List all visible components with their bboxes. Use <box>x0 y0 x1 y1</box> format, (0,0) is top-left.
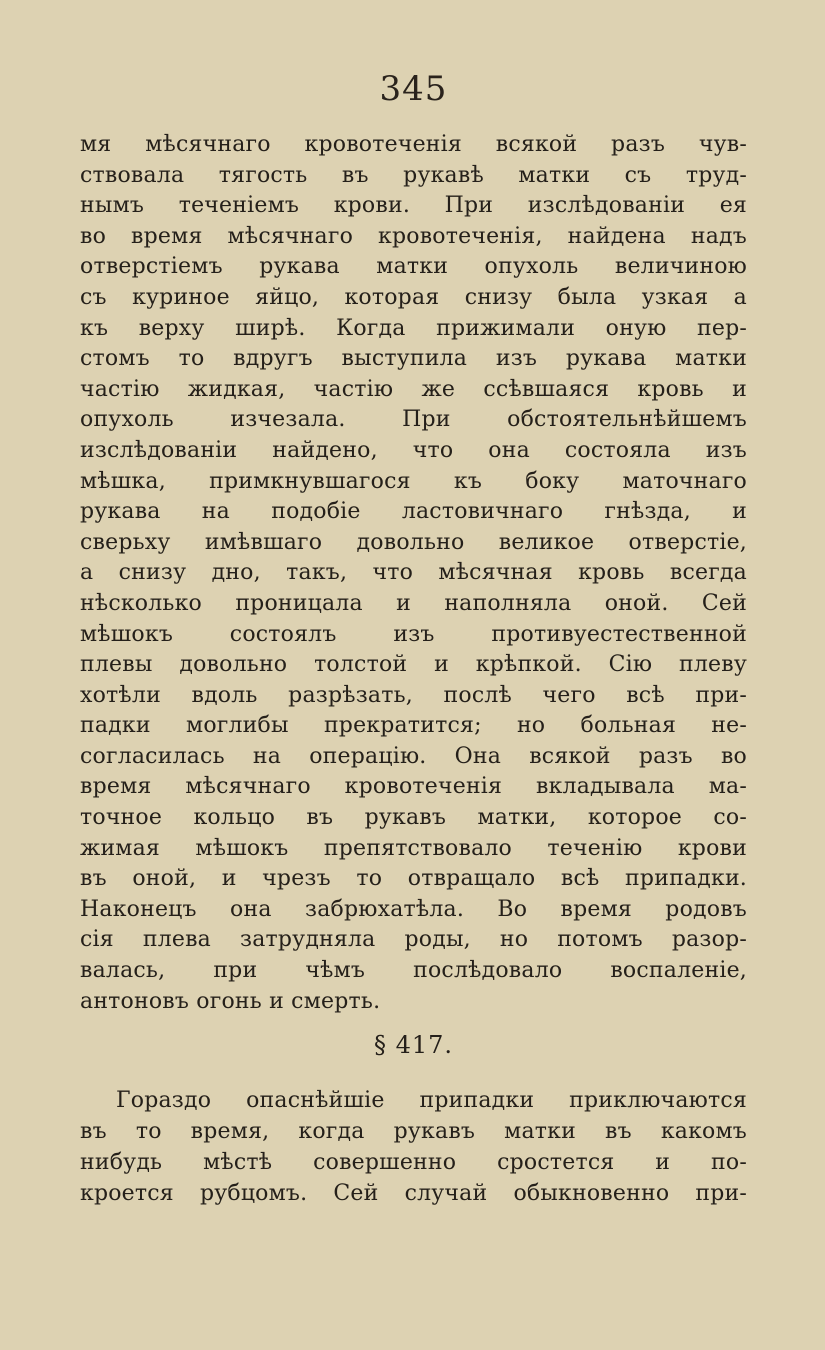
text-line: частію жидкая, частію же ссѣвшаяся кровь и <box>80 376 747 402</box>
text-line: во время мѣсячнаго кровотеченія, найдена надъ <box>80 223 747 249</box>
text-line: плевы довольно толстой и крѣпкой. Сію плеву <box>80 652 747 678</box>
text-line: согласилась на операцію. Она всякой разъ во <box>80 743 747 769</box>
text-line: мѣшка, примкнувшагося къ боку маточнаго <box>80 468 747 494</box>
text-line: мѣшокъ состоялъ изъ противуестественной <box>80 621 747 647</box>
text-line: сверьху имѣвшаго довольно великое отверстіе, <box>80 529 747 555</box>
text-line: нымъ теченіемъ крови. При изслѣдованіи ея <box>80 193 747 219</box>
text-line: стомъ то вдругъ выступила изъ рукава матки <box>80 346 747 372</box>
text-line: въ оной, и чрезъ то отвращало всѣ припадки. <box>80 866 747 892</box>
text-line: хотѣли вдоль разрѣзать, послѣ чего всѣ при- <box>80 682 747 708</box>
text-line: отверстіемъ рукава матки опухоль величиною <box>80 254 747 280</box>
page-number: 345 <box>379 69 448 109</box>
text-line: валась, при чѣмъ послѣдовало воспаленіе, <box>80 958 747 984</box>
text-line: Наконецъ она забрюхатѣла. Во время родовъ <box>80 896 747 922</box>
text-line: время мѣсячнаго кровотеченія вкладывала ма- <box>80 774 747 800</box>
text-line: а снизу дно, такъ, что мѣсячная кровь всегда <box>80 560 747 586</box>
text-line: къ верху ширѣ. Когда прижимали оную пер- <box>80 315 747 341</box>
text-line: опухоль изчезала. При обстоятельнѣйшемъ <box>80 407 747 433</box>
text-line: съ куриное яйцо, которая снизу была узкая а <box>80 284 747 310</box>
text-line: нѣсколько проницала и наполняла оной. Сей <box>80 590 747 616</box>
text-line: изслѣдованіи найдено, что она состояла изъ <box>80 437 747 463</box>
text-line: Гораздо опаснѣйшіе припадки приключаются <box>116 1088 747 1114</box>
text-line: точное кольцо въ рукавъ матки, которое со- <box>80 805 747 831</box>
text-line: мя мѣсячнаго кровотеченія всякой разъ чув- <box>80 132 747 157</box>
text-line: жимая мѣшокъ препятствовало теченію крови <box>80 835 747 861</box>
text-line: сія плева затрудняла роды, но потомъ разор- <box>80 927 747 953</box>
text-line: нибудь мѣстѣ совершенно сростется и по- <box>80 1150 747 1176</box>
text-line: антоновъ огонь и смерть. <box>80 988 381 1014</box>
text-line: въ то время, когда рукавъ матки въ какомъ <box>80 1119 747 1145</box>
text-line: ствовала тягость въ рукавѣ матки съ труд- <box>80 162 747 188</box>
text-line: рукава на подобіе ластовичнаго гнѣзда, и <box>80 499 747 525</box>
text-line: падки моглибы прекратится; но больная не- <box>80 713 747 739</box>
text-line: кроется рубцомъ. Сей случай обыкновенно при- <box>80 1181 747 1207</box>
paragraph-new-section <box>80 1085 747 1209</box>
paragraph-continuation <box>80 130 747 1017</box>
section-heading: § 417. <box>373 1031 454 1060</box>
